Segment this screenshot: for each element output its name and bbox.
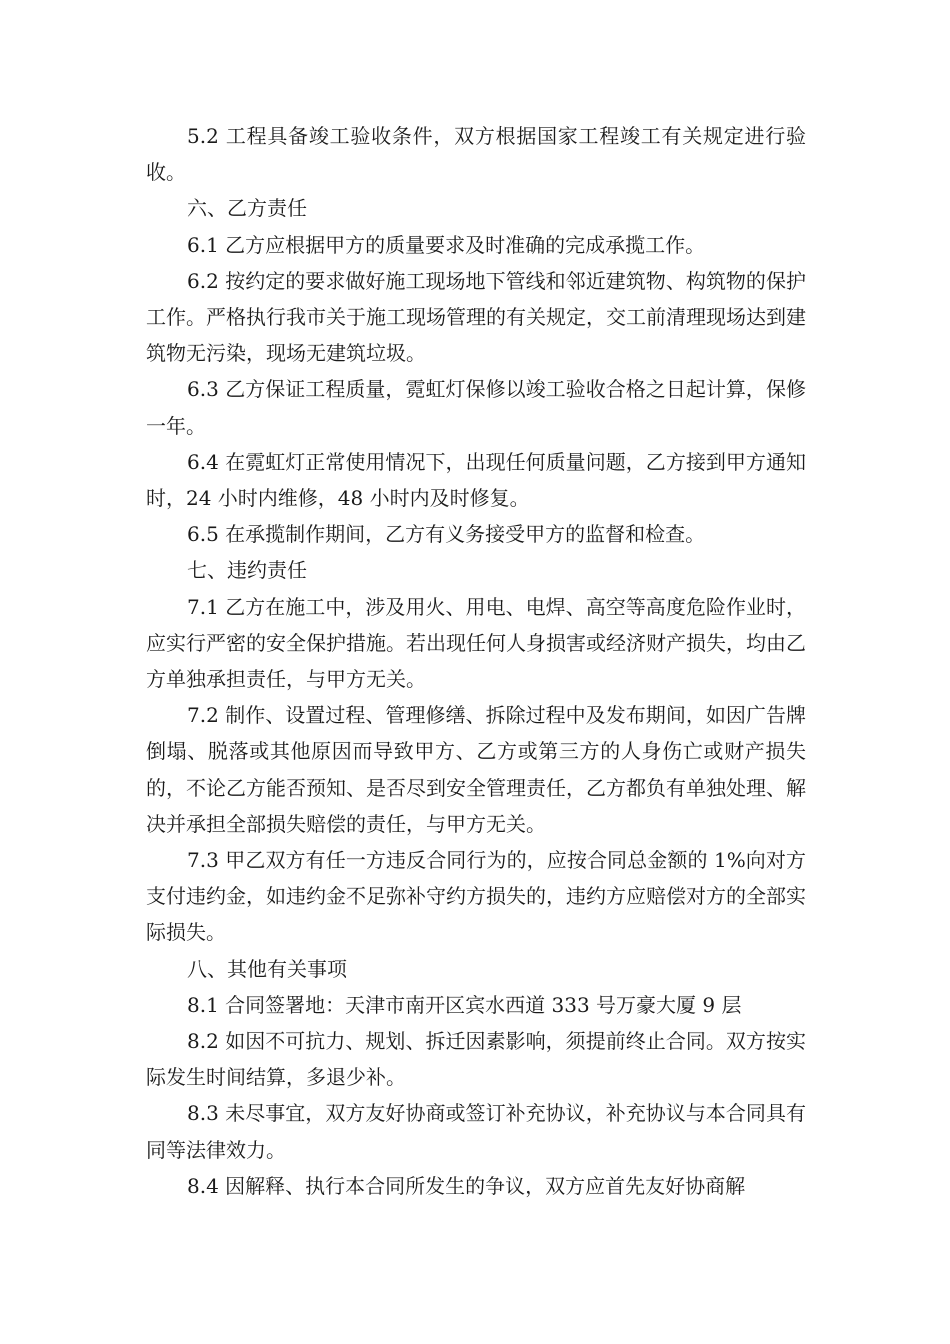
clause-6-3: 6.3 乙方保证工程质量，霓虹灯保修以竣工验收合格之日起计算，保修一年。 xyxy=(146,377,806,438)
section-heading-7: 七、违约责任 xyxy=(187,558,307,583)
clause-6-2: 6.2 按约定的要求做好施工现场地下管线和邻近建筑物、构筑物的保护工作。严格执行我市关于施工现场管理的有关规定，交工前清理现场达到建筑物无污染，现场无建筑垃圾。 xyxy=(146,268,806,366)
clause-6-5: 6.5 在承揽制作期间，乙方有义务接受甲方的监督和检查。 xyxy=(187,522,706,547)
clause-7-2: 7.2 制作、设置过程、管理修缮、拆除过程中及发布期间，如因广告牌倒塌、脱落或其他原因而导致甲方、乙方或第三方的人身伤亡或财产损失的，不论乙方能否预知、是否尽到安全管理责任，乙方都负有单独处理、解决并承担全部损失赔偿的责任，与甲方无关。 xyxy=(146,703,806,836)
clause-6-4: 6.4 在霓虹灯正常使用情况下，出现任何质量问题，乙方接到甲方通知时，24 小时内维修，48 小时内及时修复。 xyxy=(146,449,806,511)
clause-8-2: 8.2 如因不可抗力、规划、拆迁因素影响，须提前终止合同。双方按实际发生时间结算，多退少补。 xyxy=(146,1029,806,1090)
section-heading-6: 六、乙方责任 xyxy=(187,196,307,221)
clause-5-2: 5.2 工程具备竣工验收条件，双方根据国家工程竣工有关规定进行验收。 xyxy=(146,124,806,185)
clause-8-1: 8.1 合同签署地：天津市南开区宾水西道 333 号万豪大厦 9 层 xyxy=(187,992,742,1017)
clause-8-3: 8.3 未尽事宜，双方友好协商或签订补充协议，补充协议与本合同具有同等法律效力。 xyxy=(146,1101,806,1162)
clause-6-1: 6.1 乙方应根据甲方的质量要求及时准确的完成承揽工作。 xyxy=(187,232,706,257)
clause-7-1: 7.1 乙方在施工中，涉及用火、用电、电焊、高空等高度危险作业时，应实行严密的安全保护措施。若出现任何人身损害或经济财产损失，均由乙方单独承担责任，与甲方无关。 xyxy=(146,594,806,692)
clause-8-4: 8.4 因解释、执行本合同所发生的争议，双方应首先友好协商解 xyxy=(187,1173,746,1198)
clause-7-3: 7.3 甲乙双方有任一方违反合同行为的，应按合同总金额的 1%向对方支付违约金，如违约金不足弥补守约方损失的，违约方应赔偿对方的全部实际损失。 xyxy=(146,848,806,945)
section-heading-8: 八、其他有关事项 xyxy=(187,956,347,981)
document-page xyxy=(146,118,806,1204)
